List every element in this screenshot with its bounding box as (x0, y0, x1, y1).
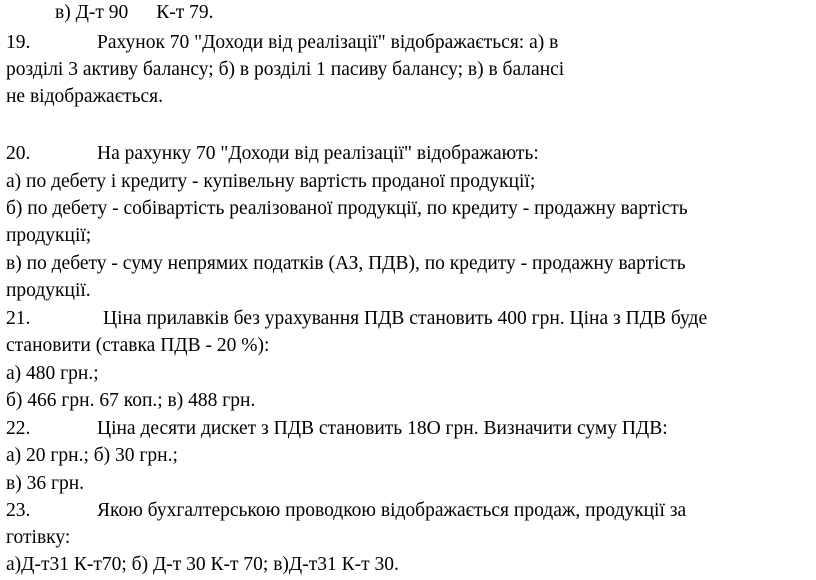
question-number: 22. (6, 418, 31, 439)
answer-option: б) по дебету - собівартість реалізованої продукції, по кредиту - продажну вартість (6, 198, 688, 219)
answer-option: б) 466 грн. 67 коп.; в) 488 грн. (6, 390, 256, 411)
question-number: 20. (6, 143, 31, 164)
question-number: 23. (6, 500, 31, 521)
question-text: Рахунок 70 "Доходи від реалізації" відображається: а) в (97, 32, 559, 53)
answer-option: а) по дебету і кредиту - купівельну вартість проданої продукції; (6, 171, 536, 192)
question-text: Якою бухгалтерською проводкою відображається продаж, продукції за (97, 500, 687, 521)
answer-option: в) по дебету - суму непрямих податків (АЗ, ПДВ), по кредиту - продажну вартість (6, 253, 686, 274)
question-number: 21. (6, 308, 31, 329)
text-line: не відображається. (6, 86, 163, 107)
question-number: 19. (6, 32, 31, 53)
text-line: становити (ставка ПДВ - 20 %): (6, 335, 270, 356)
answer-option: а) 20 грн.; б) 30 грн.; (6, 445, 178, 466)
text-line: продукції. (6, 280, 91, 301)
question-20 (6, 142, 539, 166)
answer-option: а) 480 грн.; (6, 363, 99, 384)
question-23 (6, 499, 686, 523)
answer-line-18c (55, 1, 214, 25)
question-19 (6, 31, 558, 55)
answer-debit: в) Д-т 90 (55, 2, 129, 23)
question-22 (6, 417, 668, 441)
question-text: Ціна прилавків без урахування ПДВ становить 400 грн. Ціна з ПДВ буде (103, 308, 708, 329)
answer-option: а)Д-т31 К-т70; б) Д-т 30 К-т 70; в)Д-т31 К-т 30. (6, 554, 399, 575)
question-21 (6, 307, 707, 331)
text-line: продукції; (6, 225, 92, 246)
answer-option: в) 36 грн. (6, 473, 85, 494)
question-text: На рахунку 70 "Доходи від реалізації" відображають: (97, 143, 539, 164)
text-line: готівку: (6, 527, 71, 548)
answer-credit: К-т 79. (156, 2, 214, 23)
text-line: розділі 3 активу балансу; б) в розділі 1 пасиву балансу; в) в балансі (6, 59, 565, 80)
question-text: Ціна десяти дискет з ПДВ становить 18О грн. Визначити суму ПДВ: (97, 418, 668, 439)
